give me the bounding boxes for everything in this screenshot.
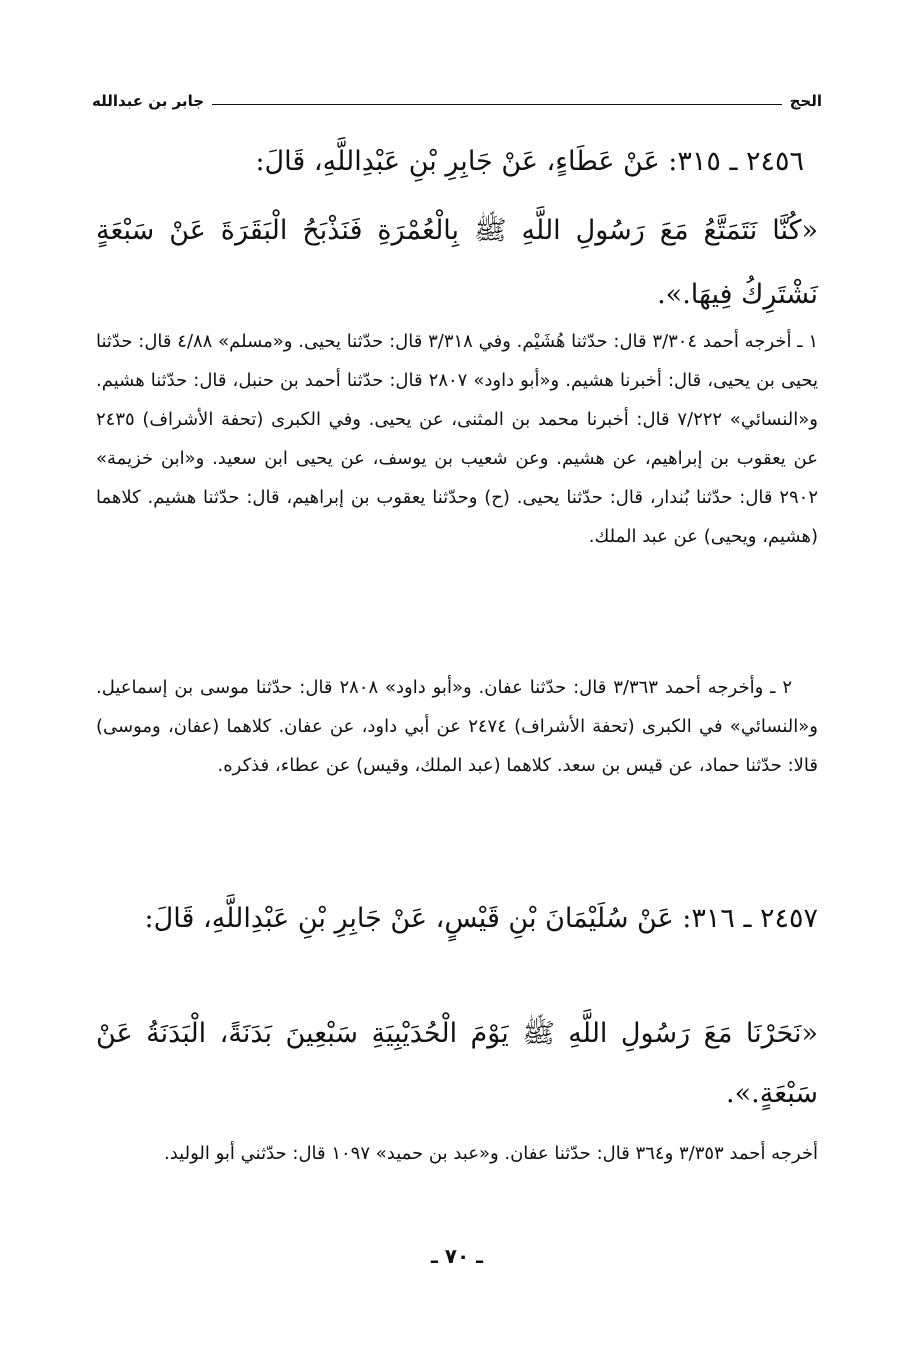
hadith-2457-takhrij: أخرجه أحمد ٣/٣٥٣ و٣٦٤ قال: حدّثنا عفان. و«عبد بن حميد» ١٠٩٧ قال: حدّثني أبو الوليد. [164, 1143, 818, 1164]
hadith-2457-heading: ٢٤٥٧ ـ ٣١٦: عَنْ سُلَيْمَانَ بْنِ قَيْسٍ، عَنْ جَابِرِ بْنِ عَبْدِاللَّهِ، قَالَ: [144, 903, 818, 934]
hadith-2456-takhrij-1: ١ ـ أخرجه أحمد ٣/٣٠٤ قال: حدّثنا هُشَيْم. وفي ٣/٣١٨ قال: حدّثنا يحيى. و«مسلم» ٤/٨٨ قال: حدّثنا يحيى بن يحيى، قال: أخبرنا هشيم. و«أبو داود» ٢٨٠٧ قال: حدّثنا أحمد بن حنبل، قال: حدّثنا هشيم. و«النسائي» ٧/٢٢٢ قال: أخبرنا محمد بن المثنى، عن يحيى. وفي الكبرى (تحفة الأشراف) ٢٤٣٥ عن يعقوب بن إبراهيم، عن هشيم. وعن شعيب بن يوسف، عن يحيى ابن سعيد. و«ابن خزيمة» ٢٩٠٢ قال: حدّثنا بُندار، قال: حدّثنا يحيى. (ح) وحدّثنا يعقوب بن إبراهيم، قال: حدّثنا هشيم. كلاهما (هشيم، ويحيى) عن عبد الملك. [96, 331, 819, 547]
hadith-2456-text: «كُنَّا نَتَمَتَّعُ مَعَ رَسُولِ اللَّهِ ﷺ بِالْعُمْرَةِ فَنَذْبَحُ الْبَقَرَةَ عَنْ سَبْعَةٍ نَشْتَرِكُ فِيهَا.». [96, 215, 818, 310]
running-header [92, 88, 822, 114]
header-rule [212, 104, 782, 105]
page-number: ـ ٧٠ ـ [430, 1244, 484, 1268]
chapter-title: الحج [789, 92, 822, 110]
hadith-2457-text: «نَحَرْنَا مَعَ رَسُولِ اللَّهِ ﷺ يَوْمَ الْحُدَيْبِيَةِ سَبْعِينَ بَدَنَةً، الْبَدَنَةُ عَنْ سَبْعَةٍ.». [96, 1018, 818, 1109]
hadith-2456-takhrij-2: ٢ ـ وأخرجه أحمد ٣/٣٦٣ قال: حدّثنا عفان. و«أبو داود» ٢٨٠٨ قال: حدّثنا موسى بن إسماعيل. و«النسائي» في الكبرى (تحفة الأشراف) ٢٤٧٤ عن أبي داود، عن عفان. كلاهما (عفان، وموسى) قالا: حدّثنا حماد، عن قيس بن سعد. كلاهما (عبد الملك، وقيس) عن عطاء، فذكره. [96, 677, 818, 776]
narrator-title: جابر بن عبدالله [92, 92, 205, 110]
hadith-2456-heading: ٢٤٥٦ ـ ٣١٥: عَنْ عَطَاءٍ، عَنْ جَابِرِ بْنِ عَبْدِاللَّهِ، قَالَ: [255, 146, 804, 177]
